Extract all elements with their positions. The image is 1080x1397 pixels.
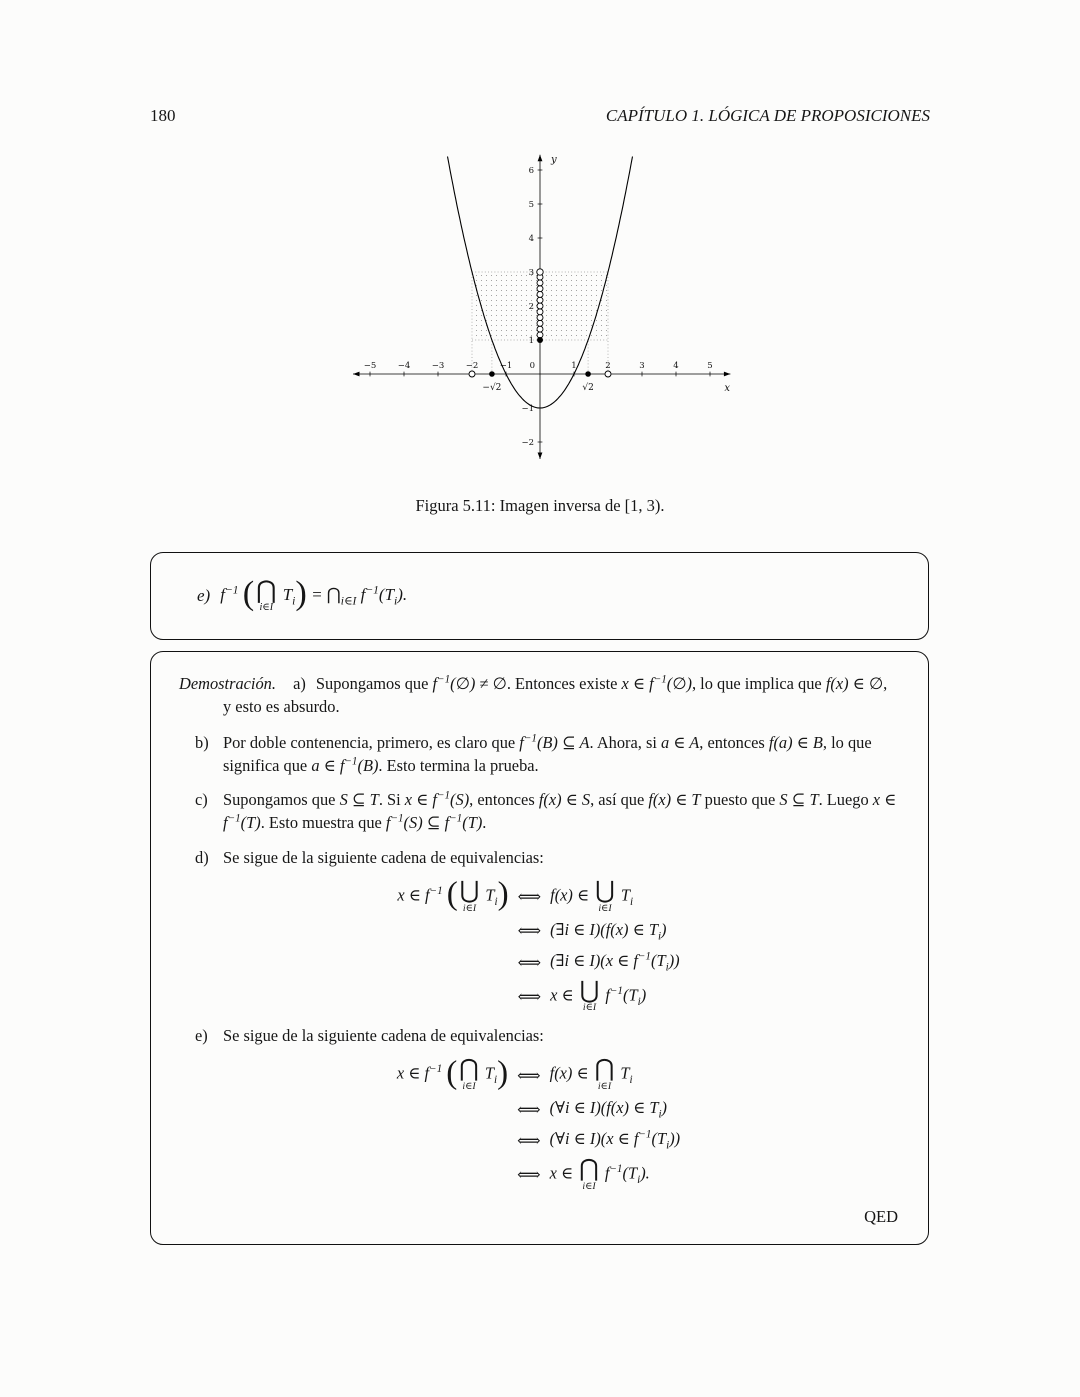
iff-arrow: ⟺ [517, 1065, 541, 1085]
eq-line: f(x) ∈ ⋂ i∈I $T_i$ [549, 1056, 633, 1093]
iff-arrow: ⟺ [517, 986, 542, 1006]
eq-line: x ∈ ⋂ i∈I $f^{-1}(T_i)$. [549, 1156, 650, 1192]
item-e-label: e) [195, 1026, 208, 1046]
item-a-text: Supongamos que $f^{-1}(\emptyset)$ ≠ ∅. Entonces existe x ∈ $f^{-1}(\emptyset)$, lo que implica que f(x) ∈ ∅, y esto es absurdo. [223, 673, 888, 717]
svg-text:−2: −2 [465, 361, 479, 371]
svg-text:2: 2 [605, 361, 611, 371]
proof-item-b [179, 731, 898, 778]
svg-text:4: 4 [673, 361, 679, 371]
svg-text:−1: −1 [499, 361, 513, 371]
figure-5-11 [325, 134, 755, 479]
item-d-label: d) [195, 847, 209, 867]
eq-lhs: x ∈ $f^{-1}$ ( ⋂ i∈I $T_i$) [396, 1053, 509, 1093]
item-b-text: Por doble contenencia, primero, es claro que $f^{-1}(B)$ ⊆ A. Ahora, si a ∈ A, entonces f(a) ∈ B, lo que significa que a ∈ $f^{-1}(B)$. Esto termina la prueba. [223, 732, 872, 775]
svg-text:5: 5 [707, 361, 713, 371]
eq-line: x ∈ ⋃ i∈I $f^{-1}(T_i)$ [550, 977, 647, 1014]
page-header [150, 106, 930, 126]
chapter-title: CAPÍTULO 1. LÓGICA DE PROPOSICIONES [605, 106, 930, 125]
svg-text:−4: −4 [397, 361, 411, 371]
qed-label: QED [864, 1206, 898, 1226]
svg-text:1: 1 [571, 361, 577, 371]
iff-arrow: ⟺ [517, 952, 542, 972]
proof-title: Demostración. [179, 674, 276, 693]
eq-line: (∀i ∈ I)(x ∈ $f^{-1}(T_i)$) [549, 1128, 681, 1152]
eq-line: f(x) ∈ ⋃ i∈I $T_i$ [550, 878, 634, 914]
svg-text:1: 1 [528, 336, 534, 346]
iff-arrow: ⟺ [517, 1165, 541, 1185]
svg-text:−2: −2 [521, 438, 534, 448]
iff-arrow: ⟺ [517, 1099, 541, 1119]
svg-text:6: 6 [528, 166, 534, 176]
svg-text:−3: −3 [431, 361, 445, 371]
item-b-label: b) [195, 732, 209, 752]
equivalence-chain-intersection [179, 1053, 898, 1192]
svg-text:y: y [551, 154, 557, 166]
item-a-label: a) [293, 674, 306, 693]
eq-line: (∃i ∈ I)(x ∈ $f^{-1}(T_i)$) [550, 950, 680, 973]
svg-text:−5: −5 [363, 361, 377, 371]
iff-arrow: ⟺ [517, 921, 542, 941]
svg-text:3: 3 [639, 361, 645, 371]
svg-text:√2: √2 [582, 383, 594, 393]
eq-line: (∃i ∈ I)(f(x) ∈ $T_i$) [550, 919, 667, 942]
item-d-text: Se sigue de la siguiente cadena de equivalencias: [223, 847, 544, 867]
svg-text:x: x [724, 383, 731, 394]
item-c-label: c) [195, 790, 208, 810]
iff-arrow: ⟺ [517, 1130, 541, 1150]
proof-item-c [179, 788, 898, 835]
item-c-text: Supongamos que S ⊆ T. Si x ∈ $f^{-1}(S)$, entonces f(x) ∈ S, así que f(x) ∈ T puesto que S ⊆ T. Luego x ∈ $f^{-1}(T)$. Esto muestra que $f^{-1}(S)$ ⊆ $f^{-1}(T)$. [223, 789, 897, 833]
svg-text:3: 3 [528, 268, 534, 278]
proof-box [150, 651, 929, 1245]
proof-item-a [179, 672, 898, 719]
figure-caption: Figura 5.11: Imagen inversa de [1, 3). [415, 496, 665, 515]
item-e-text: Se sigue de la siguiente cadena de equivalencias: [223, 1026, 544, 1046]
eq-line: (∀i ∈ I)(f(x) ∈ $T_i$) [549, 1097, 668, 1121]
equivalence-chain-union [179, 875, 898, 1014]
theorem-formula: $f^{-1}$ ( ⋂ i∈I $T_i$) = $⋂_{i\in I}$ $f^{-1}(T_i)$. [220, 574, 408, 614]
svg-text:2: 2 [528, 302, 534, 312]
parabola-inverse-image-graph [325, 134, 755, 474]
svg-text:4: 4 [528, 234, 534, 244]
theorem-item-label: e) [197, 586, 211, 605]
iff-arrow: ⟺ [517, 887, 542, 907]
svg-text:5: 5 [528, 200, 534, 210]
svg-text:−1: −1 [521, 404, 534, 414]
theorem-box [150, 552, 929, 640]
proof-item-e [179, 1024, 898, 1047]
proof-item-d [179, 846, 898, 869]
svg-text:−√2: −√2 [482, 383, 502, 393]
eq-lhs: x ∈ $f^{-1}$ ( ⋃ i∈I $T_i$) [397, 875, 509, 914]
page-number: 180 [150, 106, 176, 125]
svg-text:0: 0 [529, 361, 535, 371]
